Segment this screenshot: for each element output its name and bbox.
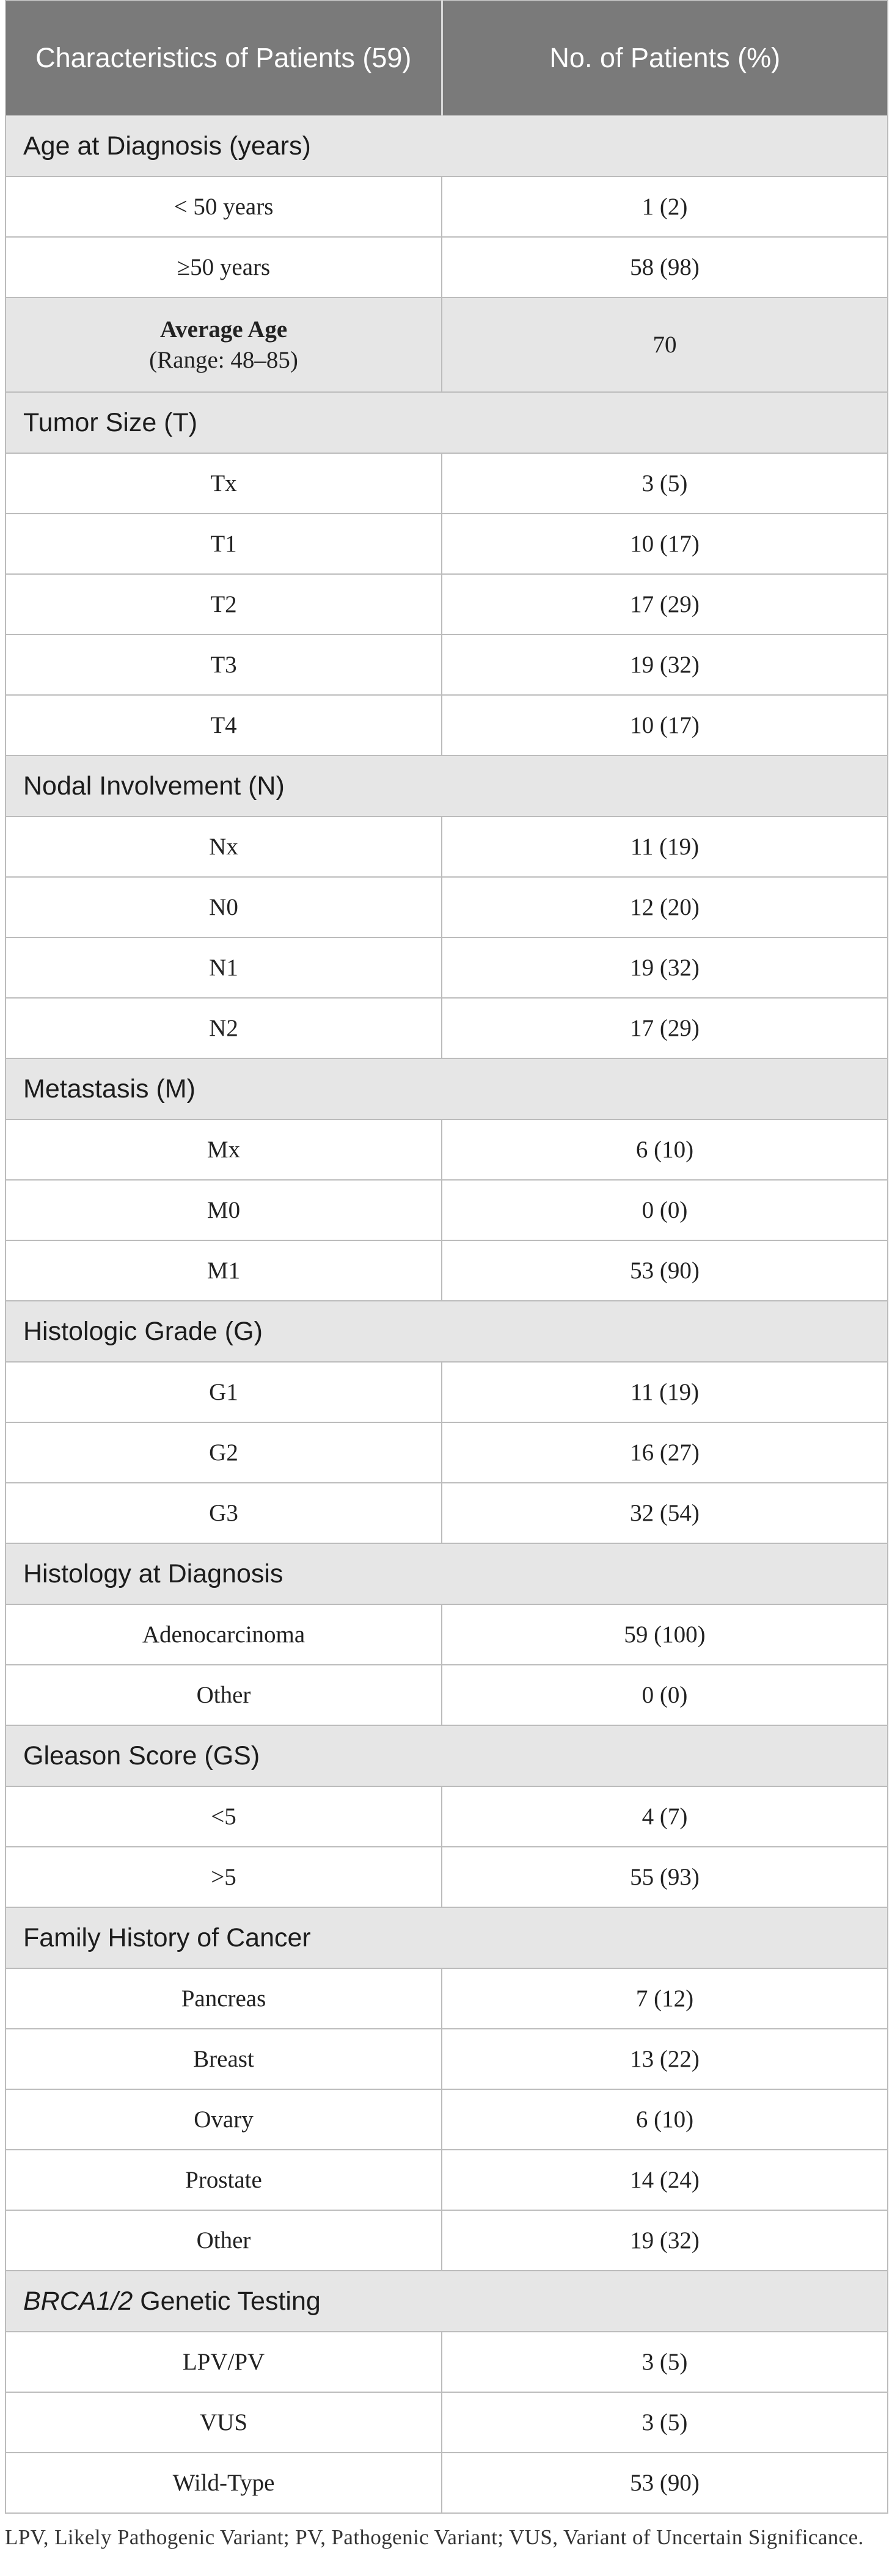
row-label: N2	[5, 998, 442, 1058]
row-label: Adenocarcinoma	[5, 1604, 442, 1665]
table-row	[5, 877, 888, 937]
table-row	[5, 1422, 888, 1483]
row-value: 1 (2)	[442, 176, 888, 237]
table-body	[5, 115, 888, 2513]
table-row	[5, 237, 888, 297]
section-title	[5, 1301, 888, 1362]
row-value: 13 (22)	[442, 2029, 888, 2089]
row-value: 0 (0)	[442, 1180, 888, 1240]
row-label: Tx	[5, 453, 442, 514]
row-value: 55 (93)	[442, 1847, 888, 1907]
table-row	[5, 817, 888, 877]
average-age-value: 70	[442, 297, 888, 392]
row-label: M0	[5, 1180, 442, 1240]
section-title-text: Age at Diagnosis (years)	[23, 131, 311, 161]
table-row	[5, 695, 888, 755]
average-age-range: (Range: 48–85)	[149, 346, 298, 373]
header-characteristics: Characteristics of Patients (59)	[5, 1, 442, 115]
section-header-row	[5, 115, 888, 176]
row-value: 53 (90)	[442, 1240, 888, 1301]
section-title	[5, 2271, 888, 2332]
row-label: Other	[5, 1665, 442, 1725]
row-label: Wild-Type	[5, 2453, 442, 2513]
row-value: 12 (20)	[442, 877, 888, 937]
row-label: G1	[5, 1362, 442, 1422]
table-row	[5, 1847, 888, 1907]
table-row	[5, 574, 888, 635]
row-label: Pancreas	[5, 1968, 442, 2029]
row-value: 3 (5)	[442, 2332, 888, 2392]
table-row	[5, 937, 888, 998]
row-value: 14 (24)	[442, 2150, 888, 2210]
row-label: Other	[5, 2210, 442, 2271]
section-header-row	[5, 1907, 888, 1968]
table-row	[5, 1604, 888, 1665]
table-row	[5, 1180, 888, 1240]
section-header-row	[5, 1058, 888, 1119]
table-row	[5, 2029, 888, 2089]
table-row	[5, 1240, 888, 1301]
row-value: 4 (7)	[442, 1786, 888, 1847]
row-label: T4	[5, 695, 442, 755]
average-age-row	[5, 297, 888, 392]
row-label: Nx	[5, 817, 442, 877]
average-age-title: Average Age	[159, 316, 288, 343]
table-row	[5, 1483, 888, 1543]
header-patient-count: No. of Patients (%)	[442, 1, 888, 115]
table-row	[5, 1968, 888, 2029]
row-label: N1	[5, 937, 442, 998]
patient-characteristics-table	[5, 0, 888, 2514]
section-title-text: Genetic Testing	[133, 2286, 321, 2316]
row-value: 10 (17)	[442, 695, 888, 755]
section-header-row	[5, 2271, 888, 2332]
row-label: G2	[5, 1422, 442, 1483]
row-value: 17 (29)	[442, 998, 888, 1058]
table-row	[5, 2150, 888, 2210]
row-label: G3	[5, 1483, 442, 1543]
row-value: 32 (54)	[442, 1483, 888, 1543]
table-header-row	[5, 1, 888, 115]
row-value: 7 (12)	[442, 1968, 888, 2029]
section-header-row	[5, 1725, 888, 1786]
row-label: Mx	[5, 1119, 442, 1180]
table-row	[5, 1786, 888, 1847]
row-label: <5	[5, 1786, 442, 1847]
section-title	[5, 755, 888, 817]
table-row	[5, 2210, 888, 2271]
row-value: 58 (98)	[442, 237, 888, 297]
section-header-row	[5, 755, 888, 817]
table-row	[5, 635, 888, 695]
table-row	[5, 2392, 888, 2453]
section-title	[5, 1907, 888, 1968]
section-title-text: Histologic Grade (G)	[23, 1316, 263, 1346]
section-header-row	[5, 392, 888, 453]
section-title	[5, 1543, 888, 1604]
row-label: Breast	[5, 2029, 442, 2089]
table-row	[5, 514, 888, 574]
row-value: 10 (17)	[442, 514, 888, 574]
row-label: N0	[5, 877, 442, 937]
row-value: 11 (19)	[442, 817, 888, 877]
section-header-row	[5, 1543, 888, 1604]
row-label: < 50 years	[5, 176, 442, 237]
row-label: >5	[5, 1847, 442, 1907]
row-value: 16 (27)	[442, 1422, 888, 1483]
row-value: 19 (32)	[442, 2210, 888, 2271]
section-title-text: Nodal Involvement (N)	[23, 771, 285, 801]
row-label: Prostate	[5, 2150, 442, 2210]
row-value: 59 (100)	[442, 1604, 888, 1665]
row-value: 17 (29)	[442, 574, 888, 635]
row-value: 3 (5)	[442, 2392, 888, 2453]
section-title	[5, 1058, 888, 1119]
row-value: 11 (19)	[442, 1362, 888, 1422]
table-row	[5, 176, 888, 237]
table-row	[5, 2089, 888, 2150]
section-title-text: Gleason Score (GS)	[23, 1741, 260, 1770]
row-label: T3	[5, 635, 442, 695]
row-value: 3 (5)	[442, 453, 888, 514]
section-title-text: Tumor Size (T)	[23, 407, 198, 437]
row-label: LPV/PV	[5, 2332, 442, 2392]
row-value: 19 (32)	[442, 635, 888, 695]
section-title	[5, 115, 888, 176]
section-title	[5, 392, 888, 453]
row-label: M1	[5, 1240, 442, 1301]
row-label: VUS	[5, 2392, 442, 2453]
table-row	[5, 2332, 888, 2392]
table-row	[5, 998, 888, 1058]
section-title	[5, 1725, 888, 1786]
row-label: Ovary	[5, 2089, 442, 2150]
row-label: T2	[5, 574, 442, 635]
row-value: 6 (10)	[442, 1119, 888, 1180]
table-row	[5, 2453, 888, 2513]
section-title-text: Metastasis (M)	[23, 1074, 196, 1104]
section-header-row	[5, 1301, 888, 1362]
table-footnote: LPV, Likely Pathogenic Variant; PV, Pathogenic Variant; VUS, Variant of Uncertain Significance.	[5, 2525, 864, 2549]
row-value: 0 (0)	[442, 1665, 888, 1725]
table-row	[5, 453, 888, 514]
section-title-text: Histology at Diagnosis	[23, 1559, 283, 1588]
row-label: ≥50 years	[5, 237, 442, 297]
row-value: 53 (90)	[442, 2453, 888, 2513]
average-age-label	[5, 297, 442, 392]
row-value: 6 (10)	[442, 2089, 888, 2150]
table-row	[5, 1119, 888, 1180]
row-value: 19 (32)	[442, 937, 888, 998]
table-row	[5, 1362, 888, 1422]
row-label: T1	[5, 514, 442, 574]
table-row	[5, 1665, 888, 1725]
section-title-text: Family History of Cancer	[23, 1923, 311, 1952]
section-title-gene: BRCA1/2	[23, 2286, 133, 2316]
